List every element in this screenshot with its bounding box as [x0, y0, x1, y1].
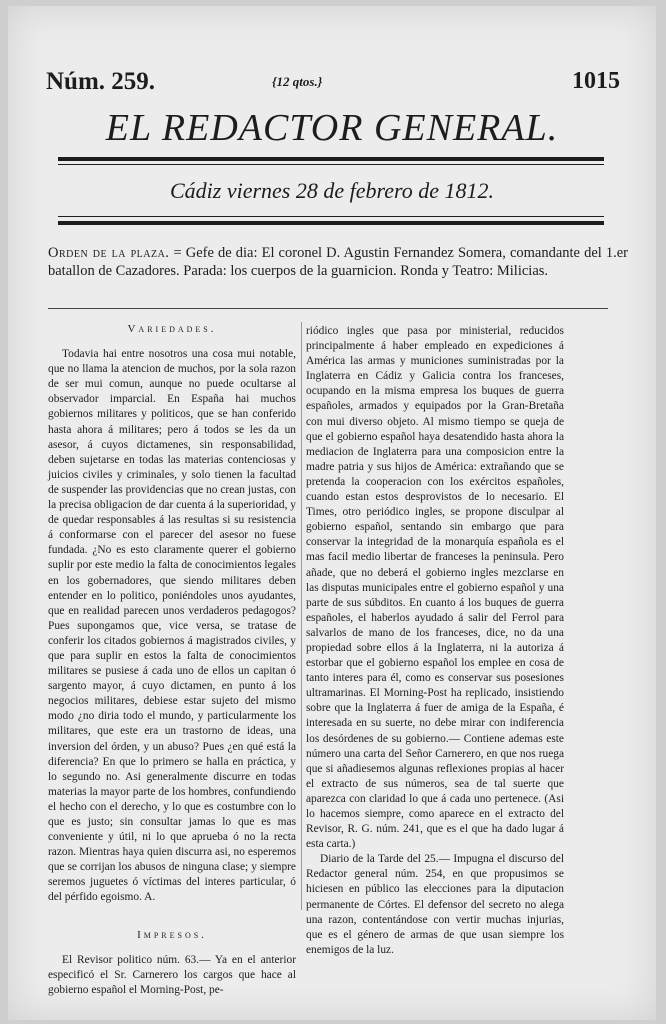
column-divider [301, 322, 302, 910]
section-title-impresos: Impresos. [137, 928, 207, 941]
newspaper-title: EL REDACTOR GENERAL. [105, 107, 559, 149]
size-note: {12 qtos.} [272, 74, 323, 89]
dateline: Cádiz viernes 28 de febrero de 1812. [169, 178, 495, 203]
page-number: 1015 [572, 68, 620, 94]
article-paragraph: Todavia hai entre nosotros una cosa mui notable, que no llama la atencion de muchos, por la sola razon de ser mui comun, aunque no puede ocultarse al observador imparcial. En España hai muchos gobiernos militares y politicos, que se han conferido hasta ahora á militares; pero á todos se les da un asesor, á cuyos dictamenes, sin responsabilidad, deben sujetarse en todas las materias contenciosas y juicios civiles y criminales, y solo tienen la facultad de suspender las providencias que no crean justas, con la precisa obligacion de dar cuenta á la superioridad, y de quedar responsables á las resultas si su resistencia á conformarse con el parecer del asesor no fuese fundada. ¿No es esto claramente querer el gobierno suplir por este medio la falta de conocimientos legales en los gobernadores, que siendo militares deben entender en lo politico, poniéndoles unos ayudantes, que en realidad parecen unos verdaderos pedagogos? Pues supongamos que, vice versa, se tratase de conferir los citados gobiernos á magistrados civiles, y que para suplir en estos la falta de conocimientos militares se pusiese á cada uno de ellos un capitan ó sargento mayor, á cuyo dictamen, en punto á los negocios militares, debiese estar sujeto del mismo modo ¿no diria todo el mundo, y particularmente los militares, que este era un trastorno de ideas, una inversion del órden, y un abuso? Pues ¿en qué está la diferencia? En que lo primero se halla en práctica, y lo segundo no. Asi generalmente discurre en todas materias la mayor parte de los hombres, confundiendo el hecho con el derecho, y lo que es costumbre con lo que es justo; sin consultar jamas lo que es mas conveniente y útil, ni lo que aprueba ó no la recta razon. Mientras haya quien discurra asi, no esperemos que se corrijan los abusos de ninguna clase; y siempre seremos juguetes ó víctimas del interes particular, ó del pérfido egoismo. A. [48, 348, 296, 904]
issue-number: Núm. 259. [46, 68, 156, 95]
article-paragraph: riódico ingles que pasa por ministerial, reducidos principalmente á haber empleado en expediciones á América las armas y municiones suministradas por la Inglaterra en Cádiz y Galicia contra los franceses, ocupando en la misma empresa los buques de guerra españoles, armados y equipados por la Gran-Bretaña con mui diverso objeto. Al mismo tiempo se queja de que el gobierno español haya desatendido hasta ahora la mediacion de Inglaterra para una composicion entre la madre patria y sus hijos de América: extrañando que se pretenda la cooperacion con los exércitos españoles, cuando estan estos desprovistos de lo necesario. El Times, otro periódico ingles, se propone disculpar al gobierno español, sentando sin embargo que para conservar la integridad de la monarquía española es el mas facil medio libertar de franceses la peninsula. Pero añade, que no deberá el gobierno ingles mezclarse en las disputas municipales entre el gobierno español y una parte de sus súbditos. En cuanto á los buques de guerra españoles, el haberlos ayudado á salir del Ferrol para salvarlos de mano de los franceses, dice, no da una propiedad sobre ellos á la Inglaterra, ni la autoriza á estorbar que el gobierno español los emplee en cosa de tanto interes para él, como es conservar sus posesiones ultramarinas. El Morning-Post ha replicado, insistiendo sobre que la Inglaterra á fuer de amiga de la España, é interesada en su suerte, no debe mirar con indiferencia los desórdenes de su gobierno.— Contiene ademas este número una carta del Señor Carnerero, en que nos ruega que si añadiesemos algunas reflexiones propias al hacer el extracto de sus números, sea de tal suerte que aparezca con claridad lo que á cada uno pertenece. (Asi lo hacemos siempre, como aparece en el extracto del Revisor, R. G. núm. 241, que es el que ha dado lugar á esta carta.) [306, 325, 564, 851]
masthead-row [46, 68, 620, 102]
rule-divider [58, 157, 604, 161]
rule-divider [58, 221, 604, 225]
left-column [48, 322, 296, 998]
right-column [306, 324, 564, 958]
newspaper-page [8, 6, 656, 1020]
orden-label: Orden de la plaza. [48, 245, 170, 261]
orden-de-la-plaza [48, 244, 628, 280]
section-separator [48, 308, 608, 309]
article-paragraph: El Revisor politico núm. 63.— Ya en el anterior especificó el Sr. Carnerero los cargos que hace al gobierno español el Morning-Post, pe- [48, 953, 296, 996]
rule-divider [58, 164, 604, 165]
article-paragraph: Diario de la Tarde del 25.— Impugna el discurso del Redactor general núm. 254, en que propusimos se hiciesen en público las elecciones para la diputacion permanente de Córtes. El defensor del secreto no alega una razon, contentándose con vertir muchas injurias, que es el género de armas de que usan siempre los enemigos de la luz. [306, 853, 564, 956]
section-title-variedades: Variedades. [127, 323, 217, 335]
rule-divider [58, 216, 604, 217]
orden-text: = Gefe de dia: El coronel D. Agustin Fernandez Somera, comandante del 1.er batallon de Cazadores. Parada: los cuerpos de la guarnicion. Ronda y Teatro: Milicias. [48, 245, 628, 279]
